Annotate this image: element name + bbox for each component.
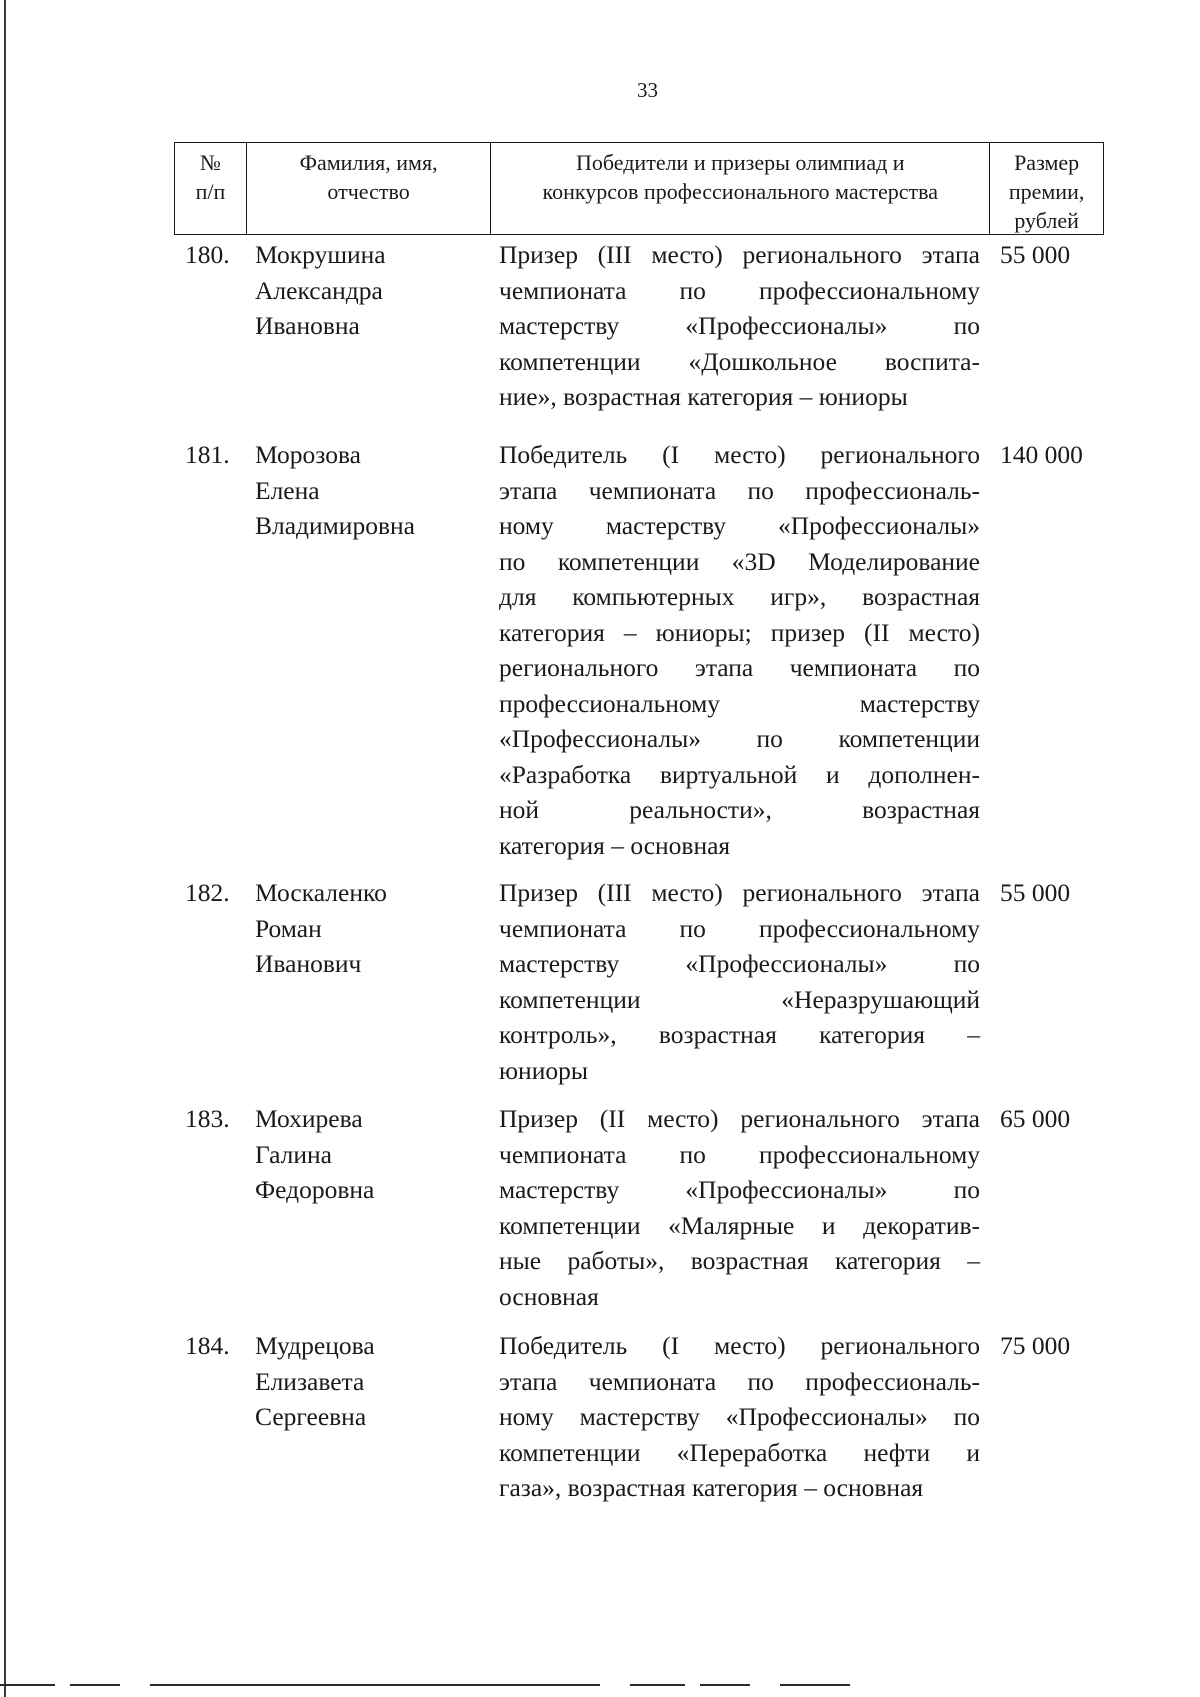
desc-line: Победитель (I место) регионального xyxy=(499,440,980,469)
desc-line: мастерству «Профессионалы» по xyxy=(499,311,980,340)
desc-line: компетенции «Переработка нефти и xyxy=(499,1437,980,1467)
row-prize: 140 000 xyxy=(1000,440,1083,469)
row-number: 181. xyxy=(185,440,230,469)
row-description xyxy=(499,1328,980,1506)
desc-line: чемпионата по профессиональному xyxy=(499,275,980,305)
desc-line: этапа чемпионата по профессиональ- xyxy=(499,1366,980,1396)
row-description xyxy=(499,237,980,415)
desc-line: основная xyxy=(499,1281,599,1311)
header-num-line: п/п xyxy=(195,179,226,204)
row-name xyxy=(255,875,485,982)
name-line: Владимировна xyxy=(255,511,415,540)
row-description xyxy=(499,875,980,1088)
row-number: 180. xyxy=(185,240,230,269)
name-line: Елена xyxy=(255,475,320,505)
row-name xyxy=(255,437,485,544)
name-line: Федоровна xyxy=(255,1175,375,1204)
row-number: 182. xyxy=(185,878,230,907)
row-prize: 75 000 xyxy=(1000,1331,1071,1360)
desc-line: ние», возрастная категория – юниоры xyxy=(499,382,908,411)
header-prize-line: премии, xyxy=(1008,179,1085,204)
desc-line: компетенции «Дошкольное воспита- xyxy=(499,346,980,376)
desc-line: Призер (II место) регионального этапа xyxy=(499,1104,980,1133)
desc-line: мастерству «Профессионалы» по xyxy=(499,1175,980,1204)
name-line: Галина xyxy=(255,1139,332,1169)
name-line: Мохирева xyxy=(255,1104,363,1133)
desc-line: юниоры xyxy=(499,1055,588,1085)
header-prize-line: Размер xyxy=(1014,150,1080,175)
row-number: 183. xyxy=(185,1104,230,1133)
name-line: Роман xyxy=(255,913,322,943)
desc-line: Призер (III место) регионального этапа xyxy=(499,240,980,269)
table-header xyxy=(174,142,1104,235)
desc-line: мастерству «Профессионалы» по xyxy=(499,949,980,978)
desc-line: ному мастерству «Профессионалы» по xyxy=(499,1402,980,1431)
name-line: Ивановна xyxy=(255,311,360,340)
desc-line: чемпионата по профессиональному xyxy=(499,1139,980,1169)
name-line: Москаленко xyxy=(255,878,387,907)
header-name-cell xyxy=(247,143,491,234)
desc-line: Призер (III место) регионального этапа xyxy=(499,878,980,907)
name-line: Александра xyxy=(255,275,383,305)
page-number: 33 xyxy=(637,78,658,102)
row-name xyxy=(255,1328,485,1435)
desc-line: этапа чемпионата по профессиональ- xyxy=(499,475,980,505)
desc-line: регионального этапа чемпионата по xyxy=(499,653,980,682)
row-description xyxy=(499,437,980,863)
desc-line: профессиональному мастерству xyxy=(499,688,980,718)
header-name-line: Фамилия, имя, xyxy=(299,150,438,175)
row-prize: 55 000 xyxy=(1000,240,1071,269)
row-number: 184. xyxy=(185,1331,230,1360)
desc-line: категория – юниоры; призер (II место) xyxy=(499,617,980,647)
desc-line: контроль», возрастная категория – xyxy=(499,1020,980,1049)
desc-line: компетенции «Неразрушающий xyxy=(499,984,980,1014)
row-description xyxy=(499,1101,980,1314)
name-line: Мудрецова xyxy=(255,1331,375,1360)
name-line: Иванович xyxy=(255,949,362,978)
scan-bottom-rule xyxy=(0,1684,850,1686)
desc-line: ной реальности», возрастная xyxy=(499,795,980,824)
name-line: Елизавета xyxy=(255,1366,365,1396)
name-line: Сергеевна xyxy=(255,1402,367,1431)
scan-left-edge xyxy=(4,0,6,1697)
desc-line: Победитель (I место) регионального xyxy=(499,1331,980,1360)
header-desc-cell xyxy=(491,143,990,234)
row-name xyxy=(255,1101,485,1208)
header-num-cell xyxy=(175,143,247,234)
desc-line: газа», возрастная категория – основная xyxy=(499,1473,924,1502)
row-prize: 55 000 xyxy=(1000,878,1071,907)
header-prize-cell xyxy=(990,143,1103,234)
desc-line: компетенции «Малярные и декоратив- xyxy=(499,1210,980,1240)
name-line: Морозова xyxy=(255,440,361,469)
header-desc-line: Победители и призеры олимпиад и xyxy=(575,150,905,175)
header-num-line: № xyxy=(199,150,221,175)
desc-line: ному мастерству «Профессионалы» xyxy=(499,511,980,540)
header-prize-line: рублей xyxy=(1014,208,1079,233)
desc-line: «Разработка виртуальной и дополнен- xyxy=(499,759,980,789)
header-name-line: отчество xyxy=(327,179,410,204)
desc-line: «Профессионалы» по компетенции xyxy=(499,724,980,753)
desc-line: для компьютерных игр», возрастная xyxy=(499,582,980,611)
name-line: Мокрушина xyxy=(255,240,386,269)
row-name xyxy=(255,237,485,344)
row-prize: 65 000 xyxy=(1000,1104,1071,1133)
header-desc-line: конкурсов профессионального мастерства xyxy=(542,179,938,204)
desc-line: по компетенции «3D Моделирование xyxy=(499,546,980,576)
desc-line: ные работы», возрастная категория – xyxy=(499,1246,980,1275)
desc-line: чемпионата по профессиональному xyxy=(499,913,980,943)
desc-line: категория – основная xyxy=(499,830,731,860)
